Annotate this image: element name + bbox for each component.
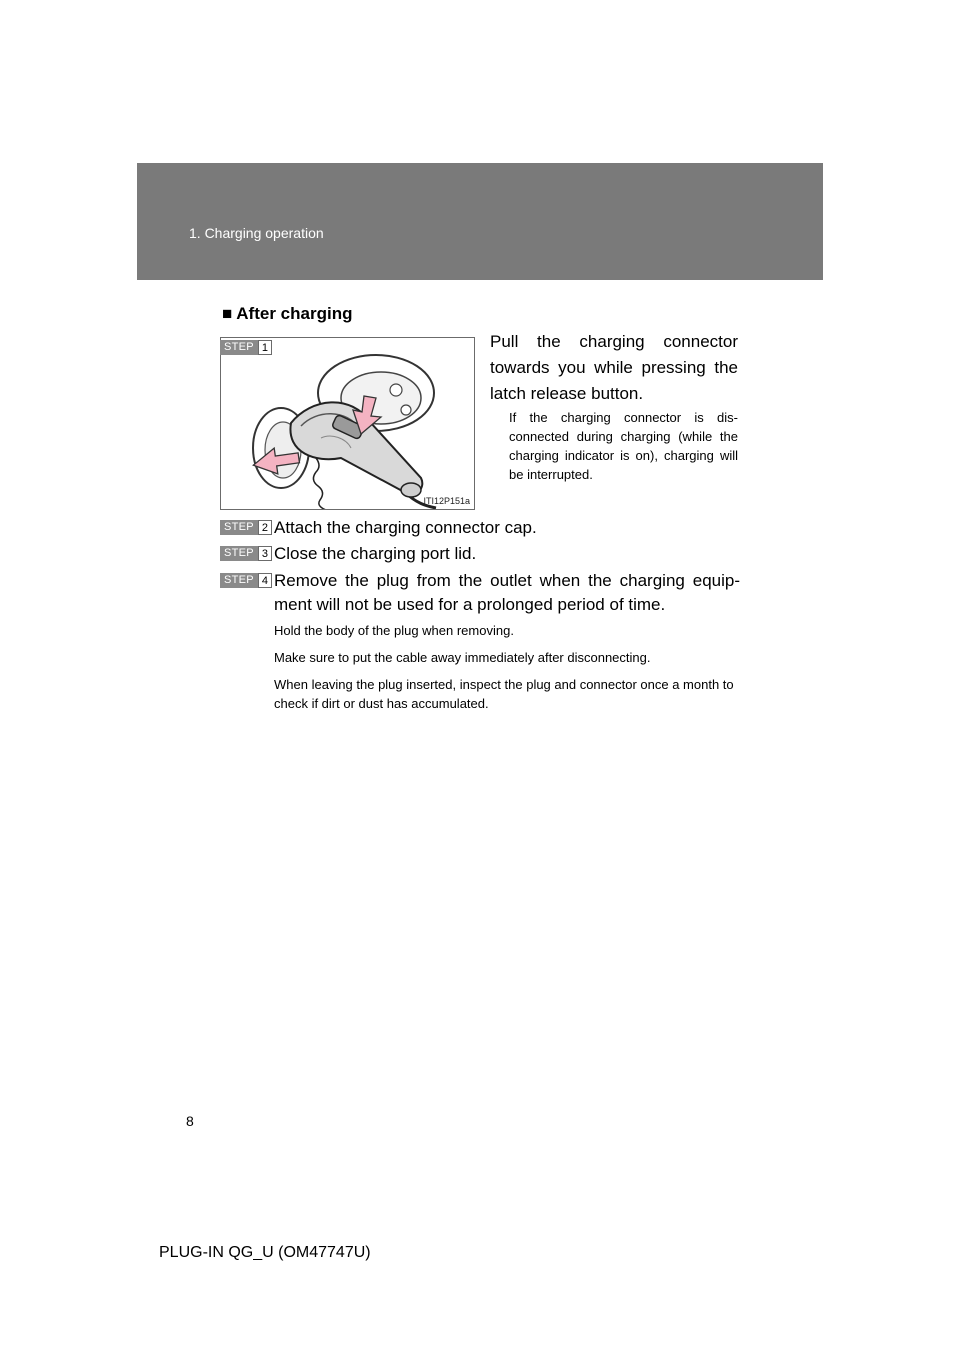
- step-badge-number: 4: [258, 573, 272, 588]
- heading-square-icon: ■: [222, 304, 233, 323]
- step-4-note: Make sure to put the cable away immediately after disconnecting.: [274, 650, 651, 665]
- figure-code: ITI12P151a: [423, 496, 470, 506]
- header-band: [137, 163, 823, 280]
- section-heading: [222, 304, 352, 324]
- step-badge-number: 2: [258, 520, 272, 535]
- step-1-note: If the charging connector is dis-connected during charging (while the charging indicator is on), charging will be interrupted.: [509, 410, 738, 482]
- heading-text: After charging: [236, 304, 353, 323]
- step-4-badge: [220, 573, 272, 588]
- manual-code: PLUG-IN QG_U (OM47747U): [159, 1244, 371, 1261]
- step-3-badge: [220, 546, 272, 561]
- step-1-text: Pull the charging connector towards you while pressing the latch release button.: [490, 332, 738, 403]
- step-badge-word: STEP: [220, 546, 258, 561]
- step-2-text: Attach the charging connector cap.: [274, 518, 537, 537]
- step-4-note: When leaving the plug inserted, inspect the plug and connector once a month to check if dirt or dust has accumulated.: [274, 677, 734, 711]
- page-number: 8: [186, 1113, 194, 1129]
- step-4-text: Remove the plug from the outlet when the charging equip-ment will not be used for a prolonged period of time.: [274, 571, 740, 614]
- step-badge-word: STEP: [220, 340, 258, 355]
- step-2-badge: [220, 520, 272, 535]
- charging-connector-illustration: [220, 337, 475, 510]
- connector-drawing: [221, 338, 475, 510]
- step-1-badge: [220, 340, 272, 355]
- step-badge-number: 3: [258, 546, 272, 561]
- step-4-note: Hold the body of the plug when removing.: [274, 623, 514, 638]
- step-badge-word: STEP: [220, 520, 258, 535]
- section-title: 1. Charging operation: [189, 225, 324, 241]
- step-badge-number: 1: [258, 340, 272, 355]
- step-3-text: Close the charging port lid.: [274, 544, 477, 563]
- step-badge-word: STEP: [220, 573, 258, 588]
